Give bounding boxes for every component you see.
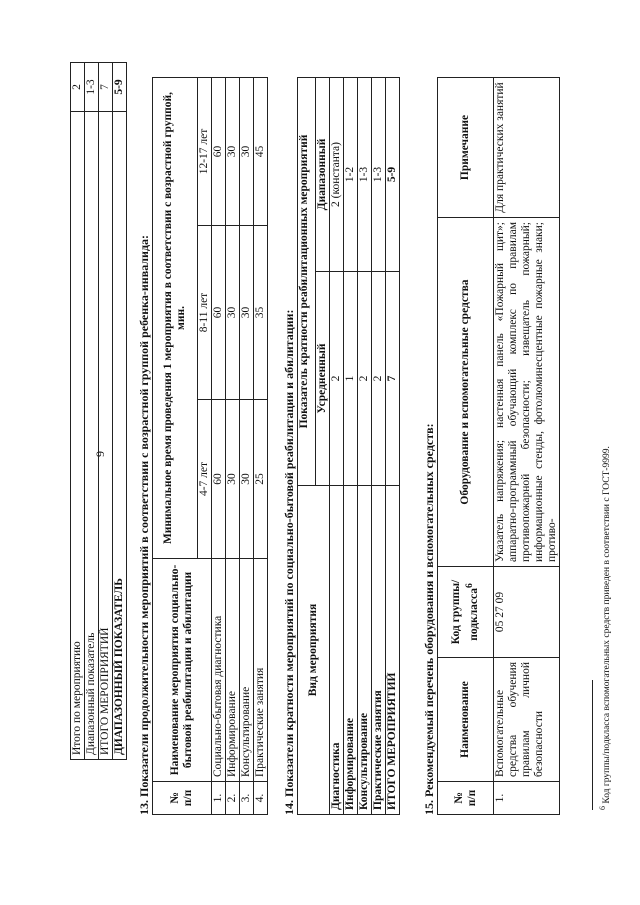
duration-row — [240, 78, 254, 815]
equip-header-code: Код группы/ подкласса$^6$ — [438, 567, 494, 658]
equipment-table — [437, 77, 560, 815]
mult-row — [330, 78, 344, 815]
mult-header-mult: Показатель кратности реабилитационных мероприятий — [298, 78, 316, 486]
summary-row — [99, 63, 113, 760]
summary-row — [71, 63, 85, 760]
equip-row — [494, 78, 560, 815]
equip-header-num: № п/п — [438, 782, 494, 815]
summary-label: Итого по мероприятию — [71, 112, 85, 760]
mult-range: 1-2 — [344, 78, 358, 272]
mult-avg: 2 — [358, 272, 372, 486]
duration-value: 30 — [240, 400, 254, 559]
mult-name: ИТОГО МЕРОПРИЯТИЙ — [386, 486, 400, 815]
section-14-title: 14. Показатели кратности мероприятий по социально-бытовой реабилитации и абилитации: — [282, 309, 296, 815]
mult-range: 1-3 — [372, 78, 386, 272]
mult-row — [358, 78, 372, 815]
duration-value: 60 — [212, 226, 226, 400]
equip-name: Вспомогательные средства обучения правилам личной безопасности — [494, 658, 560, 782]
mult-range: 1-3 — [358, 78, 372, 272]
mult-header-range: Диапазонный — [316, 78, 330, 272]
section-15-title: 15. Рекомендуемый перечень оборудования и вспомогательных средств: — [422, 423, 436, 815]
summary-row — [113, 63, 127, 760]
mult-row — [386, 78, 400, 815]
duration-row — [212, 78, 226, 815]
duration-name: Социально-бытовая диагностика — [212, 559, 226, 782]
equip-desc: Указатель напряжения; настенная панель «Пожарный щит»; аппаратно-программный обучающий комплекс по правилам противопожарной безопасности; извещатель пожарный; информационные стенды, фотолюминесцентные пожарные знаки; противо- — [494, 218, 560, 567]
summary-value: 1-3 — [85, 63, 99, 112]
duration-value: 25 — [254, 400, 268, 559]
duration-value: 35 — [254, 226, 268, 400]
summary-label: ДИАПАЗОННЫЙ ПОКАЗАТЕЛЬ — [113, 112, 127, 760]
mult-range: 2 (константа) — [330, 78, 344, 272]
duration-header-time: Минимальное время проведения 1 мероприятия в соответствии с возрастной группой, мин. — [153, 78, 198, 559]
equip-code: 05 27 09 — [494, 567, 560, 658]
mult-row — [344, 78, 358, 815]
footnote-rule — [592, 680, 593, 810]
duration-value: 30 — [226, 400, 240, 559]
duration-header-age-2: 8-11 лет — [198, 226, 212, 400]
duration-num: 2. — [226, 782, 240, 815]
summary-value: 2 — [71, 63, 85, 112]
summary-label: Диапазонный показатель — [85, 112, 99, 760]
mult-avg: 7 — [386, 272, 400, 486]
summary-value: 7 — [99, 63, 113, 112]
duration-value: 30 — [226, 78, 240, 226]
duration-name: Консультирование — [240, 559, 254, 782]
duration-header-name: Наименование мероприятия социально-бытовой реабилитации и абилитации — [153, 559, 212, 782]
mult-avg: 2 — [372, 272, 386, 486]
duration-num: 4. — [254, 782, 268, 815]
duration-table — [152, 77, 268, 815]
duration-num: 1. — [212, 782, 226, 815]
summary-row — [85, 63, 99, 760]
mult-name: Практические занятия — [372, 486, 386, 815]
duration-row — [226, 78, 240, 815]
duration-value: 30 — [226, 226, 240, 400]
equip-note: Для практических занятий — [494, 78, 560, 218]
equip-header-equip: Оборудование и вспомогательные средства — [438, 218, 494, 567]
duration-name: Практические занятия — [254, 559, 268, 782]
duration-header-num: № п/п — [153, 782, 212, 815]
mult-name: Информирование — [344, 486, 358, 815]
mult-header-avg: Усредненный — [316, 272, 330, 486]
duration-num: 3. — [240, 782, 254, 815]
duration-name: Информирование — [226, 559, 240, 782]
mult-header-kind: Вид мероприятия — [298, 486, 330, 815]
top-summary-table — [70, 62, 127, 760]
summary-value: 5-9 — [113, 63, 127, 112]
mult-range: 5-9 — [386, 78, 400, 272]
equip-header-note: Примечание — [438, 78, 494, 218]
footnote: $^6$ Код группы/подкласса вспомогательных средств приведен в соответствии с ГОСТ-9999. — [598, 446, 613, 810]
duration-value: 60 — [212, 400, 226, 559]
duration-value: 30 — [240, 78, 254, 226]
summary-label: ИТОГО МЕРОПРИЯТИЙ — [99, 112, 113, 760]
section-13-title: 13. Показатели продолжительности мероприятий в соответствии с возрастной группой ребенка-инвалида: — [137, 234, 151, 815]
equip-num: 1. — [494, 782, 560, 815]
mult-row — [372, 78, 386, 815]
mult-name: Диагностика — [330, 486, 344, 815]
multiplicity-table — [297, 77, 400, 815]
mult-name: Консультирование — [358, 486, 372, 815]
duration-row — [254, 78, 268, 815]
duration-value: 60 — [212, 78, 226, 226]
duration-value: 45 — [254, 78, 268, 226]
mult-avg: 1 — [344, 272, 358, 486]
equip-header-name: Наименование — [438, 658, 494, 782]
duration-header-age-3: 12-17 лет — [198, 78, 212, 226]
duration-header-age-1: 4-7 лет — [198, 400, 212, 559]
mult-avg: 2 — [330, 272, 344, 486]
page-number: 9 — [93, 451, 107, 457]
duration-value: 30 — [240, 226, 254, 400]
